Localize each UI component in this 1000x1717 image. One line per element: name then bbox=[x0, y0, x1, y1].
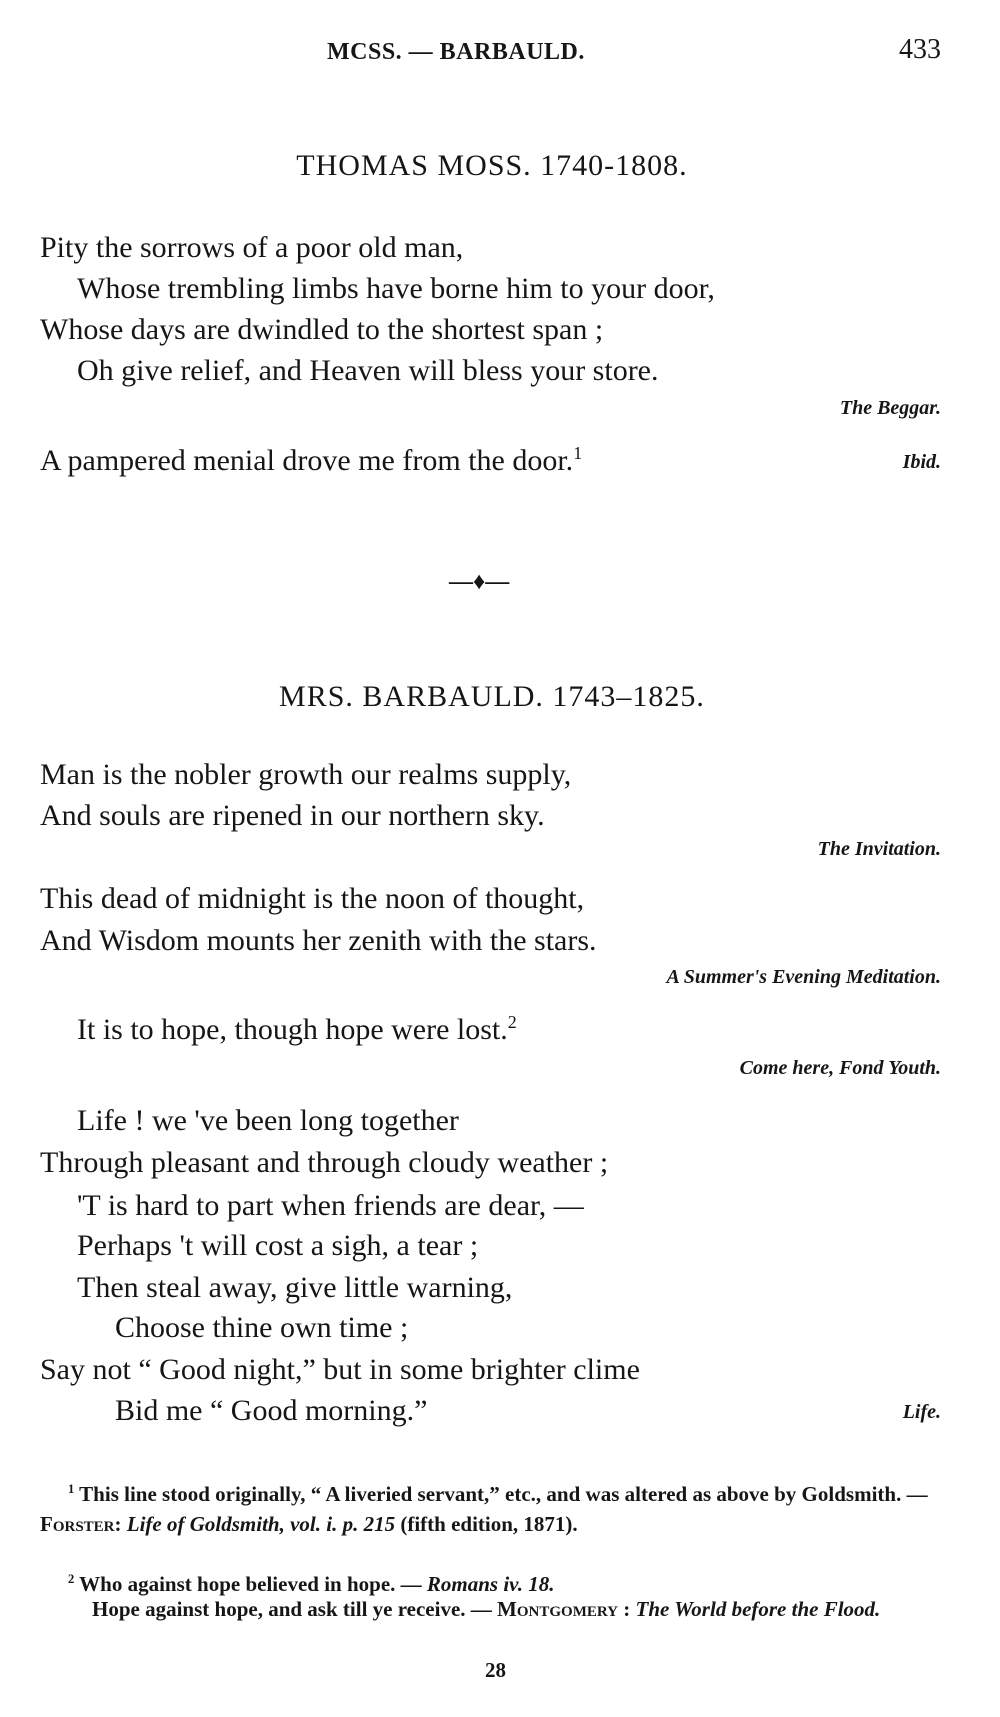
verse-line: And Wisdom mounts her zenith with the stars. bbox=[40, 924, 597, 957]
ornament-divider: —♦— bbox=[449, 569, 510, 595]
verse-text: A pampered menial drove me from the door. bbox=[40, 444, 574, 477]
verse-line: Life ! we 've been long together bbox=[77, 1104, 459, 1137]
footnote-1 bbox=[40, 1474, 940, 1539]
footnote-mark: 2 bbox=[507, 1012, 517, 1032]
quote-source: The Invitation. bbox=[817, 838, 941, 860]
verse-line: Bid me “ Good morning.” bbox=[115, 1394, 428, 1427]
footnote-sep: : bbox=[114, 1512, 122, 1536]
verse-line: 'T is hard to part when friends are dear, — bbox=[77, 1189, 584, 1222]
verse-line: Through pleasant and through cloudy weather ; bbox=[40, 1146, 609, 1179]
verse-line: Perhaps 't will cost a sigh, a tear ; bbox=[77, 1229, 479, 1262]
footnote-sep: : bbox=[618, 1597, 631, 1621]
verse-line: Whose days are dwindled to the shortest span ; bbox=[40, 313, 604, 346]
footnote-work: The World before the Flood. bbox=[635, 1597, 881, 1621]
footnote-author: Montgomery bbox=[497, 1597, 618, 1621]
verse-line: Man is the nobler growth our realms supply, bbox=[40, 758, 572, 791]
footnote-text: Hope against hope, and ask till ye receive. — bbox=[92, 1597, 492, 1621]
running-title: MCSS. — BARBAULD. bbox=[327, 39, 585, 65]
quote-source: Life. bbox=[902, 1401, 941, 1423]
signature-mark: 28 bbox=[485, 1658, 506, 1682]
footnote-text: Who against hope believed in hope. — bbox=[79, 1572, 422, 1596]
verse-line bbox=[77, 1013, 517, 1045]
footnote-tail: (fifth edition, 1871). bbox=[400, 1512, 578, 1536]
footnote-work: Life of Goldsmith, vol. i. p. 215 bbox=[126, 1512, 396, 1536]
quote-source: A Summer's Evening Meditation. bbox=[666, 966, 941, 988]
section-title: THOMAS MOSS. 1740-1808. bbox=[296, 149, 688, 182]
verse-line: Then steal away, give little warning, bbox=[77, 1271, 513, 1304]
verse-line: And souls are ripened in our northern sky. bbox=[40, 799, 545, 832]
footnote-mark: 2 bbox=[68, 1572, 75, 1586]
section-title: MRS. BARBAULD. 1743–1825. bbox=[279, 680, 705, 713]
footnote-text: This line stood originally, “ A liveried servant,” etc., and was altered as above by Goldsmith. — bbox=[79, 1482, 928, 1506]
verse-line: Choose thine own time ; bbox=[115, 1311, 409, 1344]
verse-text: It is to hope, though hope were lost. bbox=[77, 1013, 508, 1046]
footnote-3 bbox=[40, 1594, 940, 1624]
verse-line: Say not “ Good night,” but in some brighter clime bbox=[40, 1353, 640, 1386]
quote-source: Ibid. bbox=[902, 451, 941, 473]
quote-source: The Beggar. bbox=[839, 397, 941, 419]
verse-line: This dead of midnight is the noon of thought, bbox=[40, 882, 585, 915]
quote-source: Come here, Fond Youth. bbox=[739, 1057, 941, 1079]
verse-line: Whose trembling limbs have borne him to your door, bbox=[77, 272, 715, 305]
page-number: 433 bbox=[899, 34, 941, 65]
footnote-mark: 1 bbox=[573, 443, 583, 463]
footnote-mark: 1 bbox=[68, 1482, 75, 1496]
verse-line: Oh give relief, and Heaven will bless your store. bbox=[77, 354, 659, 387]
verse-line: Pity the sorrows of a poor old man, bbox=[40, 231, 464, 264]
footnote-author: Forster bbox=[40, 1512, 115, 1536]
verse-line bbox=[40, 444, 582, 476]
footnote-work: Romans iv. 18. bbox=[426, 1572, 555, 1596]
